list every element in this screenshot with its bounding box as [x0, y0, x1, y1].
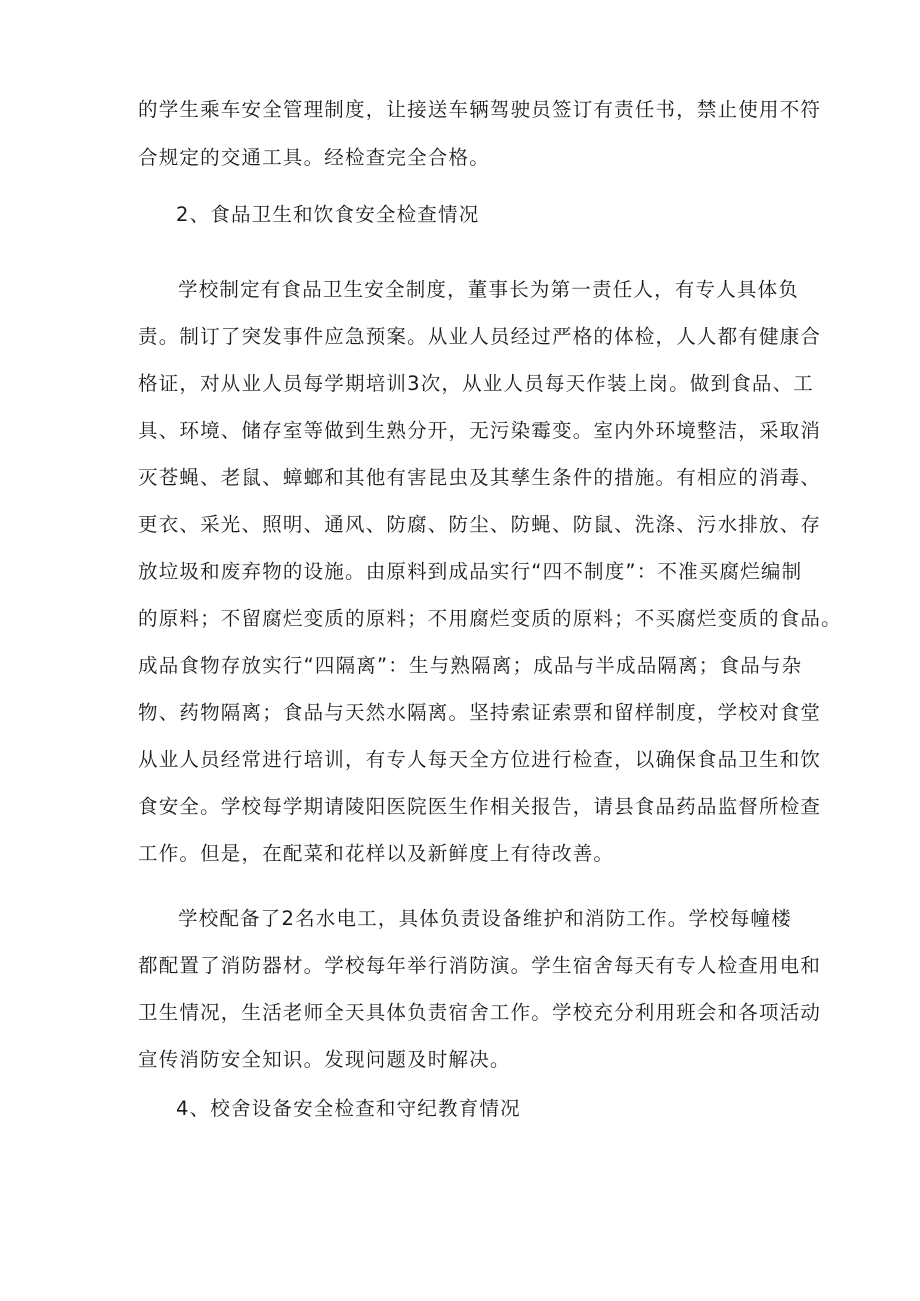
- food-paragraph-line-6: 更衣、采光、照明、通风、防腐、防尘、防蝇、防鼠、洗涤、污水排放、存: [138, 513, 822, 536]
- food-paragraph-line-9: 成品食物存放实行“四隔离”：生与熟隔离；成品与半成品隔离；食品与杂: [138, 654, 803, 677]
- intro-line-2: 合规定的交通工具。经检查完全合格。: [138, 146, 490, 169]
- fire-paragraph-line-3: 卫生情况，生活老师全天具体负责宿舍工作。学校充分利用班会和各项活动: [138, 1001, 822, 1024]
- fire-paragraph-line-1: 学校配备了2名水电工，具体负责设备维护和消防工作。学校每幢楼: [178, 907, 792, 930]
- fire-paragraph-line-2: 都配置了消防器材。学校每年举行消防演。学生宿舍每天有专人检查用电和: [138, 954, 822, 977]
- food-paragraph-line-7: 放垃圾和废弃物的设施。由原料到成品实行“四不制度”：不准买腐烂编制: [138, 560, 803, 583]
- food-paragraph-line-1: 学校制定有食品卫生安全制度，董事长为第一责任人，有专人具体负: [178, 278, 800, 301]
- intro-line-1: 的学生乘车安全管理制度，让接送车辆驾驶员签订有责任书，禁止使用不符: [138, 98, 822, 121]
- food-paragraph-line-10: 物、药物隔离；食品与天然水隔离。坚持索证索票和留样制度，学校对食堂: [138, 701, 822, 724]
- section-heading-facility-safety: 4、校舍设备安全检查和守纪教育情况: [176, 1097, 521, 1120]
- section-heading-food-safety: 2、食品卫生和饮食安全检查情况: [176, 203, 480, 226]
- food-paragraph-line-3: 格证，对从业人员每学期培训3次，从业人员每天作装上岗。做到食品、工: [138, 372, 815, 395]
- food-paragraph-line-8: 的原料；不留腐烂变质的原料；不用腐烂变质的原料；不买腐烂变质的食品。: [138, 607, 842, 630]
- food-paragraph-line-2: 责。制订了突发事件应急预案。从业人员经过严格的体检，人人都有健康合: [138, 325, 822, 348]
- food-paragraph-line-12: 食安全。学校每学期请陵阳医院医生作相关报告，请县食品药品监督所检查: [138, 795, 822, 818]
- food-paragraph-line-5: 灭苍蝇、老鼠、蟑螂和其他有害昆虫及其孳生条件的措施。有相应的消毒、: [138, 466, 822, 489]
- food-paragraph-line-11: 从业人员经常进行培训，有专人每天全方位进行检查，以确保食品卫生和饮: [138, 748, 822, 771]
- fire-paragraph-line-4: 宣传消防安全知识。发现问题及时解决。: [138, 1048, 511, 1071]
- food-paragraph-line-4: 具、环境、储存室等做到生熟分开，无污染霉变。室内外环境整洁，采取消: [138, 419, 822, 442]
- food-paragraph-line-13: 工作。但是，在配菜和花样以及新鲜度上有待改善。: [138, 842, 615, 865]
